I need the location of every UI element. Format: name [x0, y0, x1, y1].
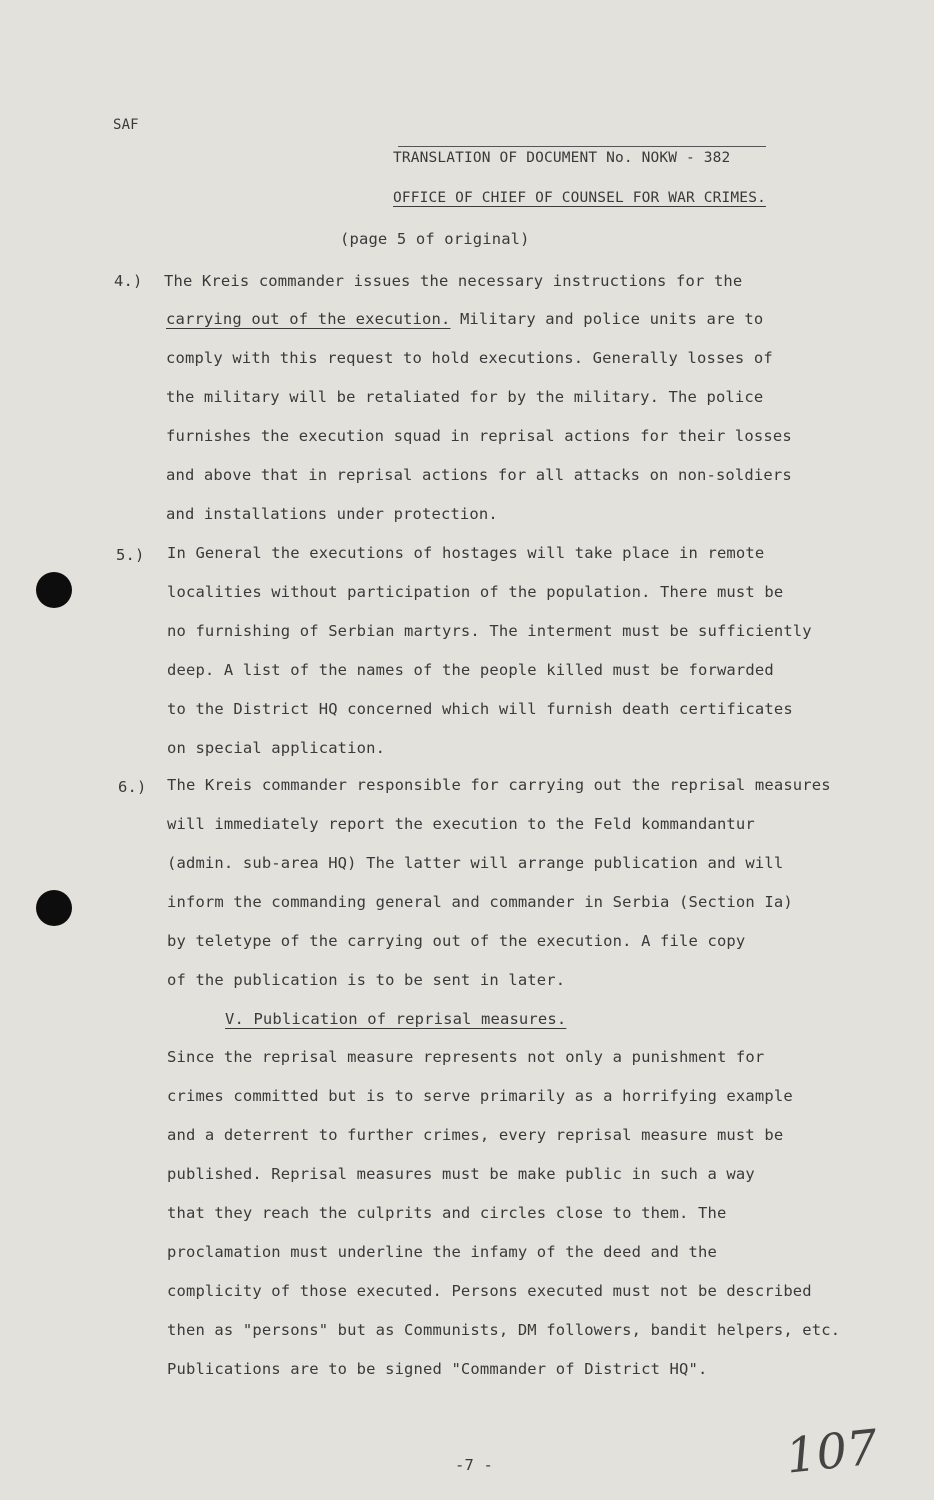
text-line: will immediately report the execution to the Feld kommandantur: [167, 815, 755, 833]
text-line: crimes committed but is to serve primarily as a horrifying example: [167, 1087, 793, 1105]
header-rule: [398, 146, 766, 147]
text-line: furnishes the execution squad in reprisal actions for their losses: [166, 427, 792, 445]
text-line: and above that in reprisal actions for all attacks on non-soldiers: [166, 466, 792, 484]
text-line: and a deterrent to further crimes, every reprisal measure must be: [167, 1126, 784, 1144]
section-number: 4.): [114, 272, 143, 290]
page-reference: (page 5 of original): [340, 230, 530, 248]
text-line: inform the commanding general and commander in Serbia (Section Ia): [167, 893, 793, 911]
document-title: TRANSLATION OF DOCUMENT No. NOKW - 382: [393, 150, 731, 166]
text-line: proclamation must underline the infamy of the deed and the: [167, 1243, 717, 1261]
text-line: localities without participation of the population. There must be: [167, 583, 784, 601]
text-line: deep. A list of the names of the people killed must be forwarded: [167, 661, 774, 679]
text-line: and installations under protection.: [166, 505, 498, 523]
text-line: then as "persons" but as Communists, DM followers, bandit helpers, etc.: [167, 1321, 841, 1339]
text-line: comply with this request to hold executions. Generally losses of: [166, 349, 773, 367]
text-line: In General the executions of hostages will take place in remote: [167, 544, 765, 562]
text-line: on special application.: [167, 739, 386, 757]
text-fragment: Military and police units are to: [450, 310, 764, 328]
text-line: The Kreis commander issues the necessary instructions for the: [164, 272, 743, 290]
text-line: The Kreis commander responsible for carrying out the reprisal measures: [167, 776, 831, 794]
page-number: -7 -: [455, 1456, 493, 1474]
text-line: Since the reprisal measure represents not only a punishment for: [167, 1048, 765, 1066]
handwritten-page-number: 107: [783, 1419, 881, 1485]
text-line: that they reach the culprits and circles close to them. The: [167, 1204, 727, 1222]
section-heading: V. Publication of reprisal measures.: [225, 1010, 567, 1028]
punch-hole: [36, 890, 72, 926]
section-number: 5.): [116, 546, 145, 564]
text-line: [166, 310, 763, 328]
underlined-phrase: carrying out of the execution.: [166, 310, 451, 328]
text-line: by teletype of the carrying out of the execution. A file copy: [167, 932, 746, 950]
punch-hole: [36, 572, 72, 608]
text-line: (admin. sub-area HQ) The latter will arrange publication and will: [167, 854, 784, 872]
text-line: Publications are to be signed "Commander of District HQ".: [167, 1360, 708, 1378]
text-line: published. Reprisal measures must be make public in such a way: [167, 1165, 755, 1183]
initials: SAF: [113, 117, 139, 133]
office-title: OFFICE OF CHIEF OF COUNSEL FOR WAR CRIMES.: [393, 190, 766, 206]
text-line: of the publication is to be sent in later.: [167, 971, 566, 989]
section-number: 6.): [118, 778, 147, 796]
text-line: complicity of those executed. Persons executed must not be described: [167, 1282, 812, 1300]
text-line: to the District HQ concerned which will furnish death certificates: [167, 700, 793, 718]
text-line: no furnishing of Serbian martyrs. The interment must be sufficiently: [167, 622, 812, 640]
text-line: the military will be retaliated for by the military. The police: [166, 388, 764, 406]
